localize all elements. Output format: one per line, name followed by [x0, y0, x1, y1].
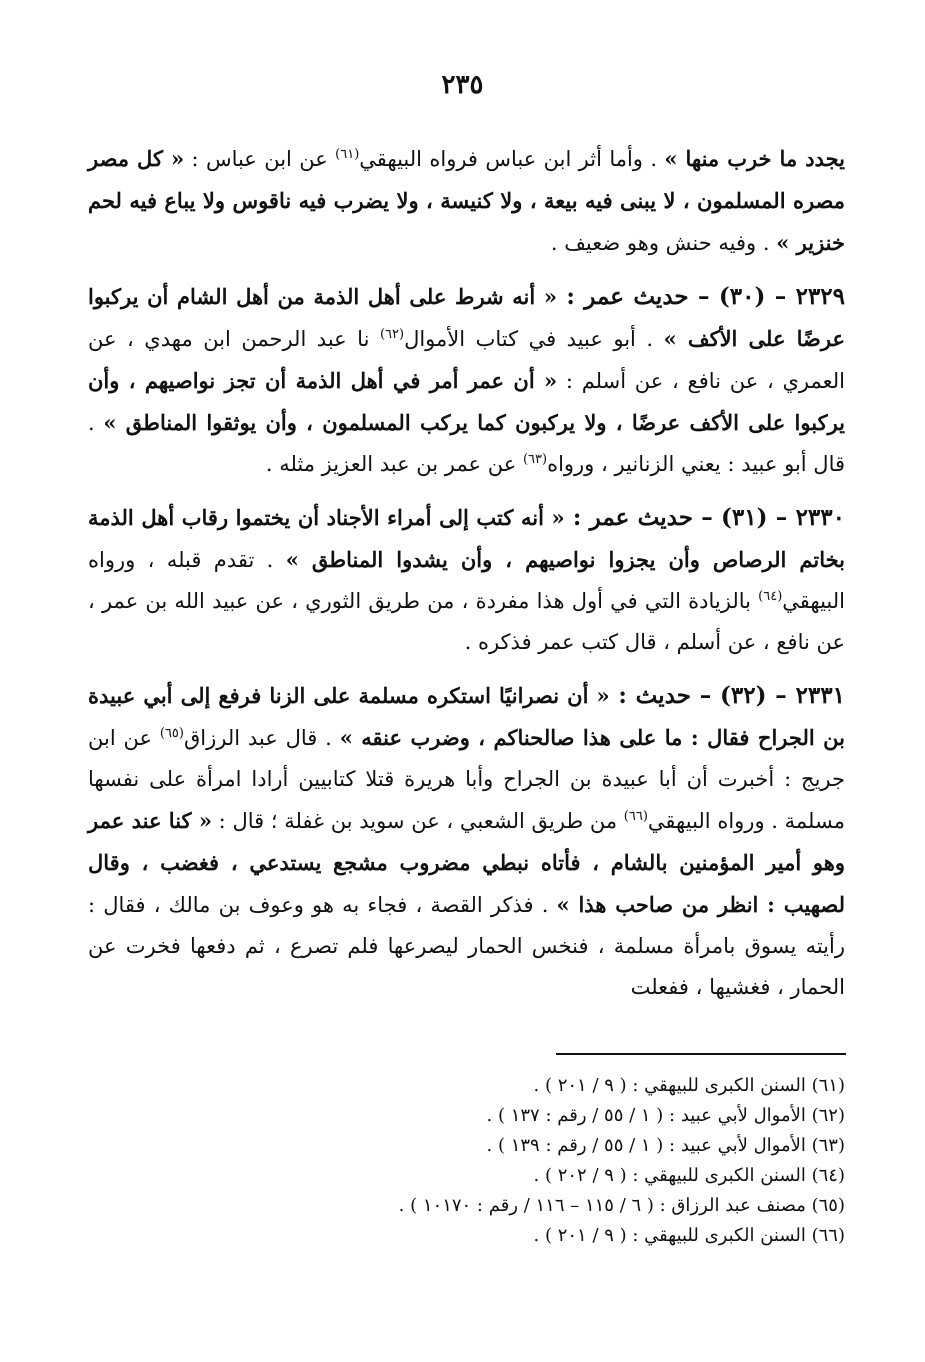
plain-text: . أبو عبيد في كتاب الأموال [404, 327, 664, 351]
quoted-text: يجدد ما خرب منها » [664, 146, 845, 171]
paragraph-hadith-2329 [88, 276, 845, 485]
footnote-item: (٦٤) السنن الكبرى للبيهقي : ( ٩ / ٢٠٢ ) . [533, 1165, 845, 1186]
quoted-text: « أن نصرانيًا استكره مسلمة على الزنا فرفع إلى أبي عبيدة بن الجراح فقال : ما على هذا صالحناكم ، وضرب عنقه » [88, 683, 845, 750]
plain-text: عن عمر بن عبد العزيز مثله . [265, 452, 523, 476]
hadith-heading: ٢٣٢٩ – (٣٠) – حديث عمر : [557, 283, 845, 310]
footnote-item: (٦٢) الأموال لأبي عبيد : ( ١ / ٥٥ / رقم : ١٣٧ ) . [486, 1105, 845, 1126]
plain-text: . وأما أثر ابن عباس فرواه البيهقي [359, 147, 665, 171]
quoted-text: « كل مصر مصره المسلمون ، لا يبنى فيه بيعة ، ولا كنيسة ، ولا يضرب فيه ناقوس ولا يباع فيه لحم خنزير » [88, 146, 845, 255]
footnote-ref: (٦٤) [758, 589, 783, 604]
quoted-text: « كنا عند عمر وهو أمير المؤمنين بالشام ، فأتاه نبطي مضروب مشجع يستدعي ، فغضب ، وقال لصهيب : انظر من صاحب هذا » [88, 808, 845, 917]
paragraph-1 [88, 138, 845, 264]
footnote-item: (٦١) السنن الكبرى للبيهقي : ( ٩ / ٢٠١ ) . [533, 1075, 845, 1096]
plain-text: بالزيادة التي في أول هذا مفردة ، من طريق الثوري ، عن عبيد الله بن عمر ، عن نافع ، عن أسلم ، قال كتب عمر فذكره . [88, 589, 845, 654]
footnote-separator [556, 1053, 846, 1055]
plain-text: . تقدم قبله ، ورواه البيهقي [88, 548, 845, 613]
quoted-text: « أن عمر أمر في أهل الذمة أن تجز نواصيهم ، وأن يركبوا على الأكف عرضًا ، ولا يركبون كما يركب المسلمون ، وأن يوثقوا المناطق » [88, 368, 846, 435]
footnote-item: (٦٥) مصنف عبد الرزاق : ( ٦ / ١١٥ – ١١٦ / رقم : ١٠١٧٠ ) . [398, 1195, 845, 1216]
footnote-ref: (٦٦) [623, 809, 648, 824]
paragraph-hadith-2330 [88, 497, 845, 663]
page-number: ٢٣٥ [441, 70, 484, 100]
plain-text: عن ابن عباس : [184, 147, 336, 171]
plain-text: . قال عبد الرزاق [183, 726, 340, 750]
footnote-ref: (٦٢) [379, 327, 405, 342]
footnote-item: (٦٦) السنن الكبرى للبيهقي : ( ٩ / ٢٠١ ) . [533, 1225, 845, 1246]
quoted-text: « أنه شرط على أهل الذمة من أهل الشام أن يركبوا عرضًا على الأكف » [88, 284, 845, 351]
footnotes [145, 1071, 845, 1251]
plain-text: . وفيه حنش وهو ضعيف . [550, 231, 777, 255]
footnote-ref: (٦٣) [522, 452, 548, 467]
plain-text: . قال أبو عبيد : يعني الزنانير ، ورواه [88, 411, 845, 476]
hadith-heading: ٢٣٣١ – (٣٢) – حديث : [609, 682, 845, 709]
main-text [88, 138, 845, 1020]
plain-text: من طريق الشعبي ، عن سويد بن غفلة ؛ قال : [211, 809, 624, 833]
plain-text: عن ابن جريج : أخبرت أن أبا عبيدة بن الجراح وأبا هريرة قتلا كتابيين أرادا امرأة على نفسها مسلمة . ورواه البيهقي [88, 726, 845, 833]
footnote-item: (٦٣) الأموال لأبي عبيد : ( ١ / ٥٥ / رقم : ١٣٩ ) . [486, 1135, 845, 1156]
footnote-ref: (٦١) [335, 147, 360, 162]
paragraph-hadith-2331 [88, 675, 845, 1008]
hadith-heading: ٢٣٣٠ – (٣١) – حديث عمر : [564, 504, 845, 531]
quoted-text: « أنه كتب إلى أمراء الأجناد أن يختموا رقاب أهل الذمة بخاتم الرصاص وأن يجزوا نواصيهم ، وأن يشدوا المناطق » [88, 505, 845, 572]
plain-text: نا عبد الرحمن ابن مهدي ، عن العمري ، عن نافع ، عن أسلم : [88, 327, 845, 393]
footnote-ref: (٦٥) [159, 726, 184, 741]
plain-text: . فذكر القصة ، فجاء به هو وعوف بن مالك ، فقال : رأيته يسوق بامرأة مسلمة ، فنخس الحمار ليصرعها فلم تصرع ، ثم دفعها فخرت عن الحمار ، فغشيها ، ففعلت [88, 893, 845, 999]
